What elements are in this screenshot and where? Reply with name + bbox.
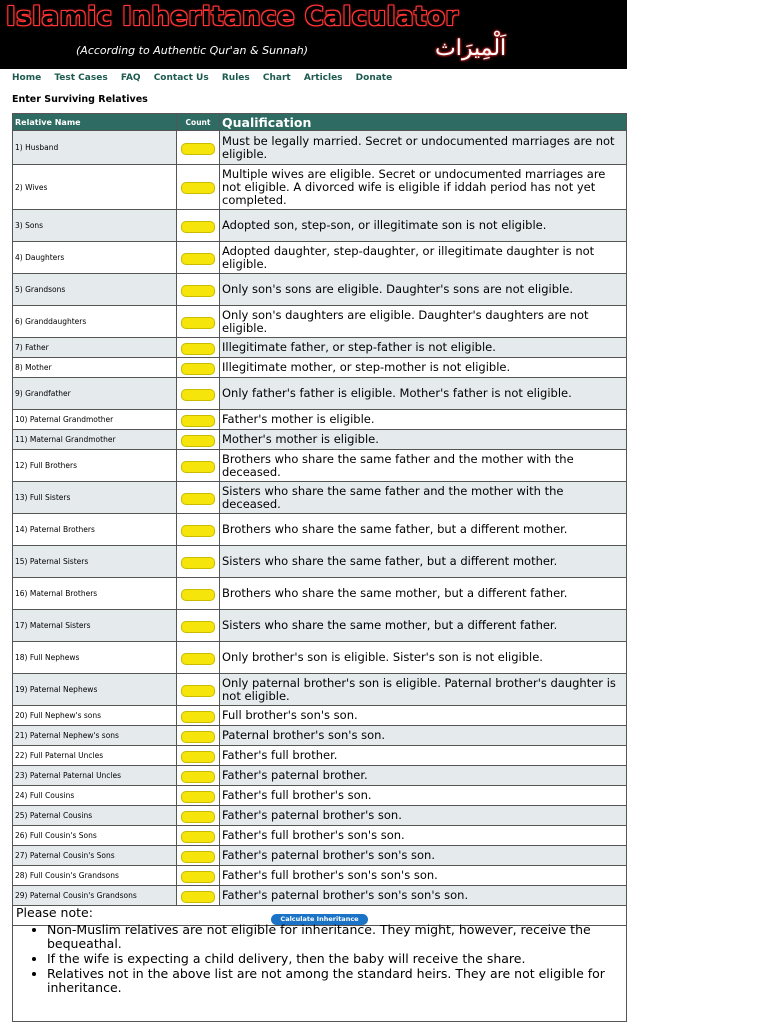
count-input[interactable]	[181, 343, 215, 355]
table-row	[13, 674, 627, 706]
relative-name-cell: 16) Maternal Brothers	[13, 578, 177, 610]
relative-name-cell: 5) Grandsons	[13, 274, 177, 306]
count-cell	[177, 514, 220, 546]
relative-name-cell: 12) Full Brothers	[13, 450, 177, 482]
note-item: • Relatives not in the above list are not among the standard heirs. They are not eligible for inheritance.	[47, 967, 607, 995]
notes-title: Please note:	[16, 905, 93, 920]
relative-name-cell: 9) Grandfather	[13, 378, 177, 410]
qualification-cell: Father's paternal brother.	[220, 766, 627, 786]
qualification-cell: Only son's daughters are eligible. Daughter's daughters are not eligible.	[220, 306, 627, 338]
table-row	[13, 610, 627, 642]
count-cell	[177, 358, 220, 378]
count-input[interactable]	[181, 771, 215, 783]
count-input[interactable]	[181, 525, 215, 537]
count-input[interactable]	[181, 711, 215, 723]
table-row	[13, 131, 627, 165]
relative-name-cell: 23) Paternal Paternal Uncles	[13, 766, 177, 786]
qualification-cell: Illegitimate father, or step-father is not eligible.	[220, 338, 627, 358]
relative-name-cell: 24) Full Cousins	[13, 786, 177, 806]
table-row	[13, 165, 627, 210]
nav-test-cases-link[interactable]: Test Cases	[54, 73, 108, 83]
section-heading: Enter Surviving Relatives	[12, 94, 148, 105]
count-cell	[177, 846, 220, 866]
qualification-cell: Father's paternal brother's son's son's son.	[220, 886, 627, 906]
count-cell	[177, 610, 220, 642]
count-cell	[177, 165, 220, 210]
count-cell	[177, 766, 220, 786]
header-qualification: Qualification	[220, 114, 627, 131]
note-item: • Non-Muslim relatives are not eligible for inheritance. They might, however, receive the bequeathal.	[47, 923, 607, 951]
count-cell	[177, 210, 220, 242]
arabic-logo-text: اَلْمِيرَاث	[435, 36, 507, 61]
nav-faq-link[interactable]: FAQ	[120, 73, 141, 83]
count-cell	[177, 430, 220, 450]
count-input[interactable]	[181, 685, 215, 697]
count-input[interactable]	[181, 143, 215, 155]
count-input[interactable]	[181, 415, 215, 427]
relative-name-cell: 6) Granddaughters	[13, 306, 177, 338]
table-row	[13, 410, 627, 430]
count-cell	[177, 338, 220, 358]
qualification-cell: Sisters who share the same father, but a different mother.	[220, 546, 627, 578]
relatives-table-body	[13, 131, 627, 906]
qualification-cell: Brothers who share the same mother, but a different father.	[220, 578, 627, 610]
qualification-cell: Brothers who share the same father, but a different mother.	[220, 514, 627, 546]
relative-name-cell: 10) Paternal Grandmother	[13, 410, 177, 430]
qualification-cell: Only son's sons are eligible. Daughter's sons are not eligible.	[220, 274, 627, 306]
qualification-cell: Illegitimate mother, or step-mother is not eligible.	[220, 358, 627, 378]
count-input[interactable]	[181, 731, 215, 743]
count-cell	[177, 131, 220, 165]
qualification-cell: Father's full brother.	[220, 746, 627, 766]
count-input[interactable]	[181, 811, 215, 823]
count-cell	[177, 706, 220, 726]
relative-name-cell: 15) Paternal Sisters	[13, 546, 177, 578]
table-row	[13, 726, 627, 746]
table-row	[13, 826, 627, 846]
relative-name-cell: 22) Full Paternal Uncles	[13, 746, 177, 766]
count-input[interactable]	[181, 253, 215, 265]
relative-name-cell: 1) Husband	[13, 131, 177, 165]
table-row	[13, 514, 627, 546]
count-cell	[177, 306, 220, 338]
qualification-cell: Adopted son, step-son, or illegitimate son is not eligible.	[220, 210, 627, 242]
table-row	[13, 706, 627, 726]
qualification-cell: Sisters who share the same mother, but a different father.	[220, 610, 627, 642]
table-row	[13, 866, 627, 886]
table-row	[13, 482, 627, 514]
relative-name-cell: 7) Father	[13, 338, 177, 358]
count-cell	[177, 410, 220, 430]
count-input[interactable]	[181, 363, 215, 375]
header-count: Count	[177, 114, 220, 131]
nav-articles-link[interactable]: Articles	[303, 73, 343, 83]
count-input[interactable]	[181, 221, 215, 233]
table-row	[13, 358, 627, 378]
count-cell	[177, 242, 220, 274]
relative-name-cell: 3) Sons	[13, 210, 177, 242]
count-cell	[177, 674, 220, 706]
relative-name-cell: 27) Paternal Cousin's Sons	[13, 846, 177, 866]
table-row	[13, 786, 627, 806]
table-row	[13, 642, 627, 674]
qualification-cell: Must be legally married. Secret or undocumented marriages are not eligible.	[220, 131, 627, 165]
relative-name-cell: 4) Daughters	[13, 242, 177, 274]
relatives-table	[12, 113, 627, 926]
count-input[interactable]	[181, 791, 215, 803]
relative-name-cell: 2) Wives	[13, 165, 177, 210]
qualification-cell: Father's full brother's son's son's son.	[220, 866, 627, 886]
count-cell	[177, 642, 220, 674]
qualification-cell: Father's full brother's son.	[220, 786, 627, 806]
table-row	[13, 378, 627, 410]
count-input[interactable]	[181, 589, 215, 601]
table-row	[13, 338, 627, 358]
count-input[interactable]	[181, 435, 215, 447]
count-input[interactable]	[181, 493, 215, 505]
nav-home-link[interactable]: Home	[12, 73, 42, 83]
count-input[interactable]	[181, 285, 215, 297]
count-cell	[177, 806, 220, 826]
count-cell	[177, 450, 220, 482]
table-row	[13, 210, 627, 242]
site-title: Islamic Inheritance Calculator	[6, 2, 459, 32]
note-item: • If the wife is expecting a child delivery, then the baby will receive the share.	[47, 952, 607, 966]
qualification-cell: Father's paternal brother's son.	[220, 806, 627, 826]
header-relative-name: Relative Name	[13, 114, 177, 131]
table-row	[13, 806, 627, 826]
count-input[interactable]	[181, 891, 215, 903]
count-cell	[177, 378, 220, 410]
relative-name-cell: 28) Full Cousin's Grandsons	[13, 866, 177, 886]
qualification-cell: Only brother's son is eligible. Sister's son is not eligible.	[220, 642, 627, 674]
table-row	[13, 746, 627, 766]
table-row	[13, 430, 627, 450]
qualification-cell: Only paternal brother's son is eligible. Paternal brother's daughter is not eligible.	[220, 674, 627, 706]
nav-donate-link[interactable]: Donate	[355, 73, 393, 83]
nav-contact-link[interactable]: Contact Us	[153, 73, 209, 83]
count-input[interactable]	[181, 851, 215, 863]
relative-name-cell: 18) Full Nephews	[13, 642, 177, 674]
qualification-cell: Full brother's son's son.	[220, 706, 627, 726]
count-input[interactable]	[181, 461, 215, 473]
nav-bar	[12, 73, 402, 83]
qualification-cell: Adopted daughter, step-daughter, or illegitimate daughter is not eligible.	[220, 242, 627, 274]
nav-chart-link[interactable]: Chart	[262, 73, 291, 83]
relative-name-cell: 20) Full Nephew's sons	[13, 706, 177, 726]
site-banner	[0, 0, 627, 69]
qualification-cell: Brothers who share the same father and the mother with the deceased.	[220, 450, 627, 482]
count-input[interactable]	[181, 182, 215, 194]
table-row	[13, 546, 627, 578]
table-row	[13, 242, 627, 274]
site-subtitle: (According to Authentic Qur'an & Sunnah)	[76, 44, 308, 57]
table-row	[13, 846, 627, 866]
count-input[interactable]	[181, 621, 215, 633]
count-cell	[177, 726, 220, 746]
notes-box	[12, 903, 627, 1022]
table-row	[13, 306, 627, 338]
notes-list	[13, 923, 607, 996]
qualification-cell: Multiple wives are eligible. Secret or undocumented marriages are not eligible. A divorced wife is eligible if iddah period has not yet completed.	[220, 165, 627, 210]
qualification-cell: Only father's father is eligible. Mother's father is not eligible.	[220, 378, 627, 410]
relative-name-cell: 8) Mother	[13, 358, 177, 378]
table-row	[13, 450, 627, 482]
qualification-cell: Father's mother is eligible.	[220, 410, 627, 430]
qualification-cell: Father's paternal brother's son's son.	[220, 846, 627, 866]
count-input[interactable]	[181, 653, 215, 665]
count-input[interactable]	[181, 389, 215, 401]
qualification-cell: Sisters who share the same father and the mother with the deceased.	[220, 482, 627, 514]
count-cell	[177, 578, 220, 610]
count-input[interactable]	[181, 557, 215, 569]
table-header-row	[13, 114, 627, 131]
count-cell	[177, 866, 220, 886]
count-cell	[177, 482, 220, 514]
table-row	[13, 274, 627, 306]
relative-name-cell: 13) Full Sisters	[13, 482, 177, 514]
relative-name-cell: 21) Paternal Nephew's sons	[13, 726, 177, 746]
qualification-cell: Mother's mother is eligible.	[220, 430, 627, 450]
count-cell	[177, 746, 220, 766]
relative-name-cell: 29) Paternal Cousin's Grandsons	[13, 886, 177, 906]
qualification-cell: Father's full brother's son's son.	[220, 826, 627, 846]
calculate-inheritance-button[interactable]: Calculate Inheritance	[271, 914, 367, 925]
relative-name-cell: 25) Paternal Cousins	[13, 806, 177, 826]
count-cell	[177, 546, 220, 578]
qualification-cell: Paternal brother's son's son.	[220, 726, 627, 746]
count-input[interactable]	[181, 751, 215, 763]
nav-rules-link[interactable]: Rules	[221, 73, 250, 83]
table-row	[13, 578, 627, 610]
relative-name-cell: 26) Full Cousin's Sons	[13, 826, 177, 846]
relative-name-cell: 11) Maternal Grandmother	[13, 430, 177, 450]
table-row	[13, 766, 627, 786]
count-cell	[177, 826, 220, 846]
count-cell	[177, 274, 220, 306]
count-cell	[177, 786, 220, 806]
count-input[interactable]	[181, 831, 215, 843]
count-input[interactable]	[181, 871, 215, 883]
relative-name-cell: 19) Paternal Nephews	[13, 674, 177, 706]
count-input[interactable]	[181, 317, 215, 329]
relative-name-cell: 14) Paternal Brothers	[13, 514, 177, 546]
relative-name-cell: 17) Maternal Sisters	[13, 610, 177, 642]
